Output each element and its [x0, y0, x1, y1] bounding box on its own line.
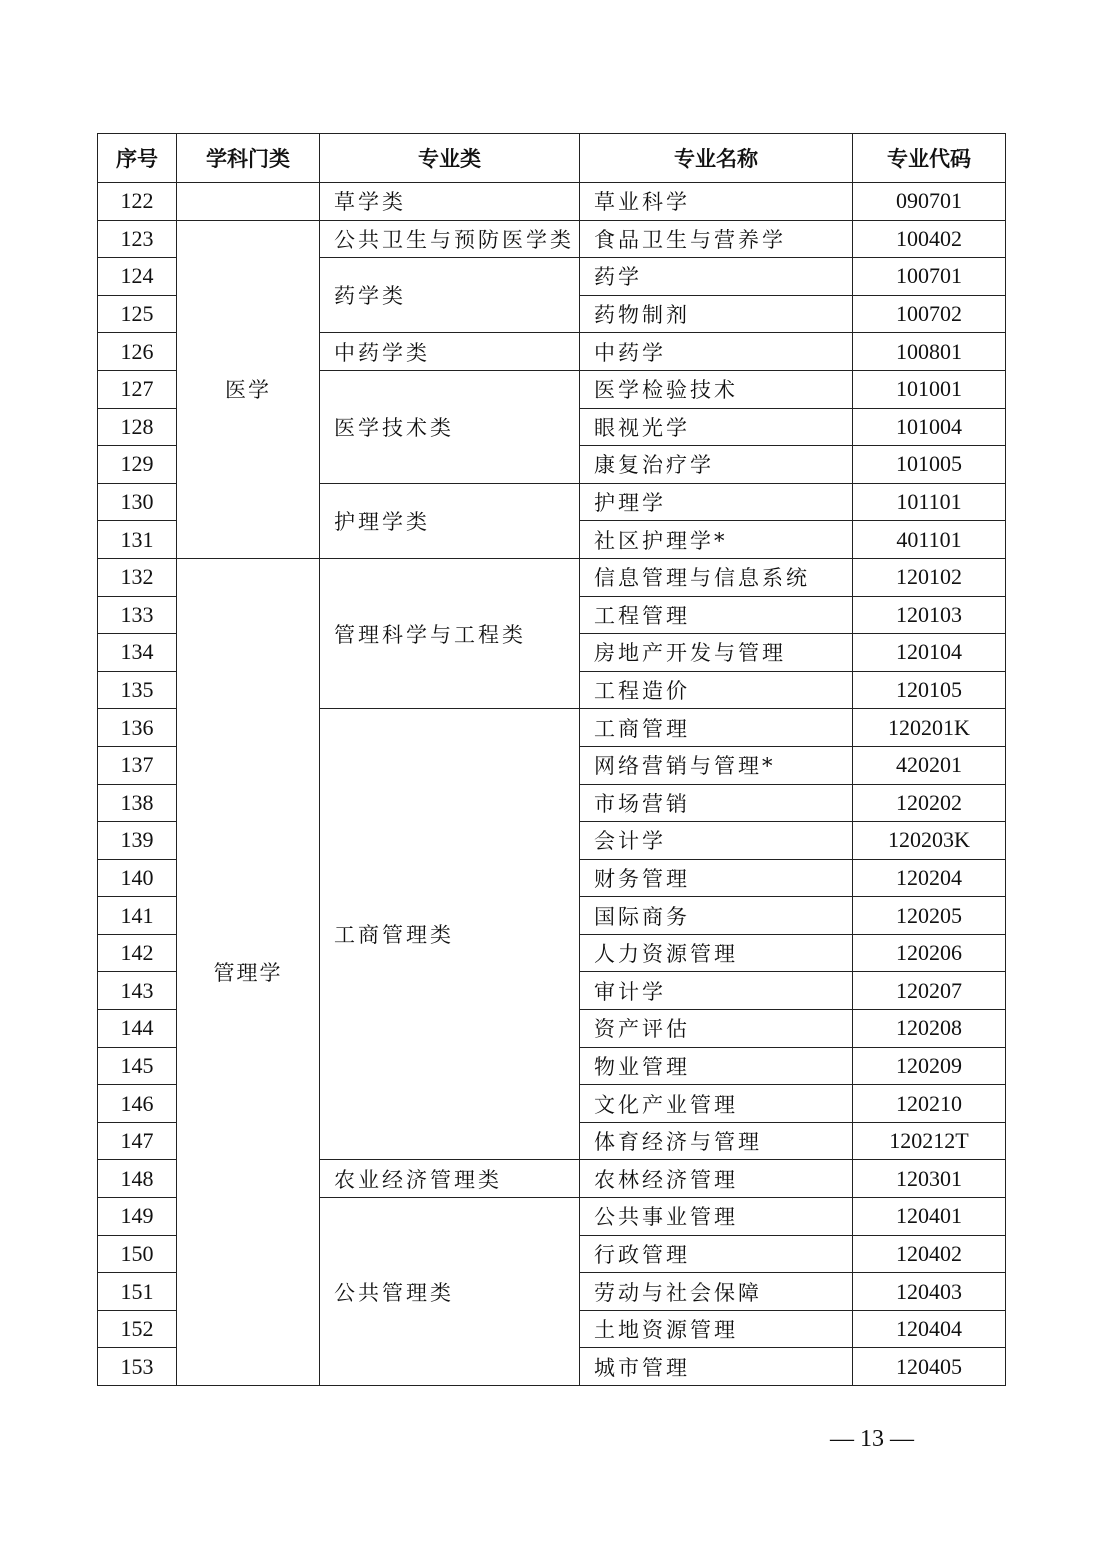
major-name-cell: 物业管理	[580, 1047, 853, 1085]
category-cell: 护理学类	[320, 483, 580, 558]
seq-cell: 139	[98, 822, 177, 860]
major-code-cell: 401101	[853, 521, 1006, 559]
major-name-cell: 工程造价	[580, 671, 853, 709]
major-name-cell: 资产评估	[580, 1010, 853, 1048]
header-row	[98, 134, 1006, 183]
seq-cell: 131	[98, 521, 177, 559]
seq-cell: 153	[98, 1348, 177, 1386]
header-seq: 序号	[98, 134, 177, 183]
major-code-cell: 120104	[853, 634, 1006, 672]
seq-cell: 147	[98, 1122, 177, 1160]
major-code-cell: 120206	[853, 934, 1006, 972]
seq-cell: 149	[98, 1198, 177, 1236]
seq-cell: 138	[98, 784, 177, 822]
seq-cell: 127	[98, 370, 177, 408]
major-code-cell: 120201K	[853, 709, 1006, 747]
major-name-cell: 眼视光学	[580, 408, 853, 446]
major-name-cell: 房地产开发与管理	[580, 634, 853, 672]
major-name-cell: 草业科学	[580, 183, 853, 221]
seq-cell: 144	[98, 1010, 177, 1048]
seq-cell: 137	[98, 746, 177, 784]
major-code-cell: 101001	[853, 370, 1006, 408]
major-code-cell: 120105	[853, 671, 1006, 709]
major-name-cell: 信息管理与信息系统	[580, 558, 853, 596]
seq-cell: 133	[98, 596, 177, 634]
major-code-cell: 120208	[853, 1010, 1006, 1048]
seq-cell: 142	[98, 934, 177, 972]
major-code-cell: 120405	[853, 1348, 1006, 1386]
seq-cell: 148	[98, 1160, 177, 1198]
major-code-cell: 120301	[853, 1160, 1006, 1198]
major-name-cell: 药物制剂	[580, 295, 853, 333]
seq-cell: 124	[98, 258, 177, 296]
major-name-cell: 会计学	[580, 822, 853, 860]
major-name-cell: 康复治疗学	[580, 446, 853, 484]
major-name-cell: 食品卫生与营养学	[580, 220, 853, 258]
header-major-code: 专业代码	[853, 134, 1006, 183]
major-name-cell: 医学检验技术	[580, 370, 853, 408]
major-code-cell: 100402	[853, 220, 1006, 258]
seq-cell: 135	[98, 671, 177, 709]
table-row	[98, 220, 1006, 258]
category-cell: 管理科学与工程类	[320, 558, 580, 708]
major-code-cell: 120102	[853, 558, 1006, 596]
major-name-cell: 国际商务	[580, 897, 853, 935]
major-code-cell: 120205	[853, 897, 1006, 935]
major-name-cell: 工程管理	[580, 596, 853, 634]
header-major-name: 专业名称	[580, 134, 853, 183]
major-name-cell: 公共事业管理	[580, 1198, 853, 1236]
major-code-cell: 420201	[853, 746, 1006, 784]
major-code-cell: 120203K	[853, 822, 1006, 860]
seq-cell: 136	[98, 709, 177, 747]
major-code-cell: 120202	[853, 784, 1006, 822]
seq-cell: 151	[98, 1273, 177, 1311]
major-code-cell: 100702	[853, 295, 1006, 333]
major-code-cell: 100801	[853, 333, 1006, 371]
discipline-cell-empty	[177, 183, 320, 221]
major-code-cell: 120210	[853, 1085, 1006, 1123]
major-name-cell: 文化产业管理	[580, 1085, 853, 1123]
seq-cell: 145	[98, 1047, 177, 1085]
category-cell: 医学技术类	[320, 370, 580, 483]
major-code-cell: 120204	[853, 859, 1006, 897]
seq-cell: 125	[98, 295, 177, 333]
major-name-cell: 工商管理	[580, 709, 853, 747]
seq-cell: 150	[98, 1235, 177, 1273]
table-row	[98, 183, 1006, 221]
major-name-cell: 城市管理	[580, 1348, 853, 1386]
seq-cell: 129	[98, 446, 177, 484]
major-code-cell: 101101	[853, 483, 1006, 521]
seq-cell: 128	[98, 408, 177, 446]
major-name-cell: 市场营销	[580, 784, 853, 822]
major-name-cell: 农林经济管理	[580, 1160, 853, 1198]
discipline-cell: 管理学	[177, 558, 320, 1385]
major-code-cell: 120207	[853, 972, 1006, 1010]
table-row	[98, 558, 1006, 596]
category-cell: 农业经济管理类	[320, 1160, 580, 1198]
discipline-cell: 医学	[177, 220, 320, 558]
category-cell: 工商管理类	[320, 709, 580, 1160]
seq-cell: 140	[98, 859, 177, 897]
major-code-cell: 120402	[853, 1235, 1006, 1273]
major-name-cell: 人力资源管理	[580, 934, 853, 972]
major-code-cell: 120401	[853, 1198, 1006, 1236]
category-cell: 药学类	[320, 258, 580, 333]
seq-cell: 132	[98, 558, 177, 596]
seq-cell: 126	[98, 333, 177, 371]
seq-cell: 134	[98, 634, 177, 672]
major-name-cell: 社区护理学*	[580, 521, 853, 559]
major-code-cell: 120212T	[853, 1122, 1006, 1160]
seq-cell: 130	[98, 483, 177, 521]
majors-table	[97, 133, 1006, 1386]
major-code-cell: 090701	[853, 183, 1006, 221]
seq-cell: 146	[98, 1085, 177, 1123]
major-code-cell: 100701	[853, 258, 1006, 296]
major-code-cell: 120403	[853, 1273, 1006, 1311]
category-cell: 公共卫生与预防医学类	[320, 220, 580, 258]
major-name-cell: 土地资源管理	[580, 1310, 853, 1348]
major-name-cell: 审计学	[580, 972, 853, 1010]
header-discipline: 学科门类	[177, 134, 320, 183]
seq-cell: 152	[98, 1310, 177, 1348]
major-name-cell: 网络营销与管理*	[580, 746, 853, 784]
seq-cell: 143	[98, 972, 177, 1010]
major-name-cell: 行政管理	[580, 1235, 853, 1273]
major-name-cell: 劳动与社会保障	[580, 1273, 853, 1311]
major-name-cell: 药学	[580, 258, 853, 296]
major-name-cell: 财务管理	[580, 859, 853, 897]
major-code-cell: 120404	[853, 1310, 1006, 1348]
category-cell: 中药学类	[320, 333, 580, 371]
seq-cell: 122	[98, 183, 177, 221]
major-code-cell: 120103	[853, 596, 1006, 634]
seq-cell: 123	[98, 220, 177, 258]
major-code-cell: 101005	[853, 446, 1006, 484]
seq-cell: 141	[98, 897, 177, 935]
major-code-cell: 101004	[853, 408, 1006, 446]
page-number: — 13 —	[830, 1426, 914, 1452]
header-category: 专业类	[320, 134, 580, 183]
major-name-cell: 体育经济与管理	[580, 1122, 853, 1160]
category-cell: 公共管理类	[320, 1198, 580, 1386]
major-name-cell: 护理学	[580, 483, 853, 521]
major-name-cell: 中药学	[580, 333, 853, 371]
major-code-cell: 120209	[853, 1047, 1006, 1085]
category-cell: 草学类	[320, 183, 580, 221]
